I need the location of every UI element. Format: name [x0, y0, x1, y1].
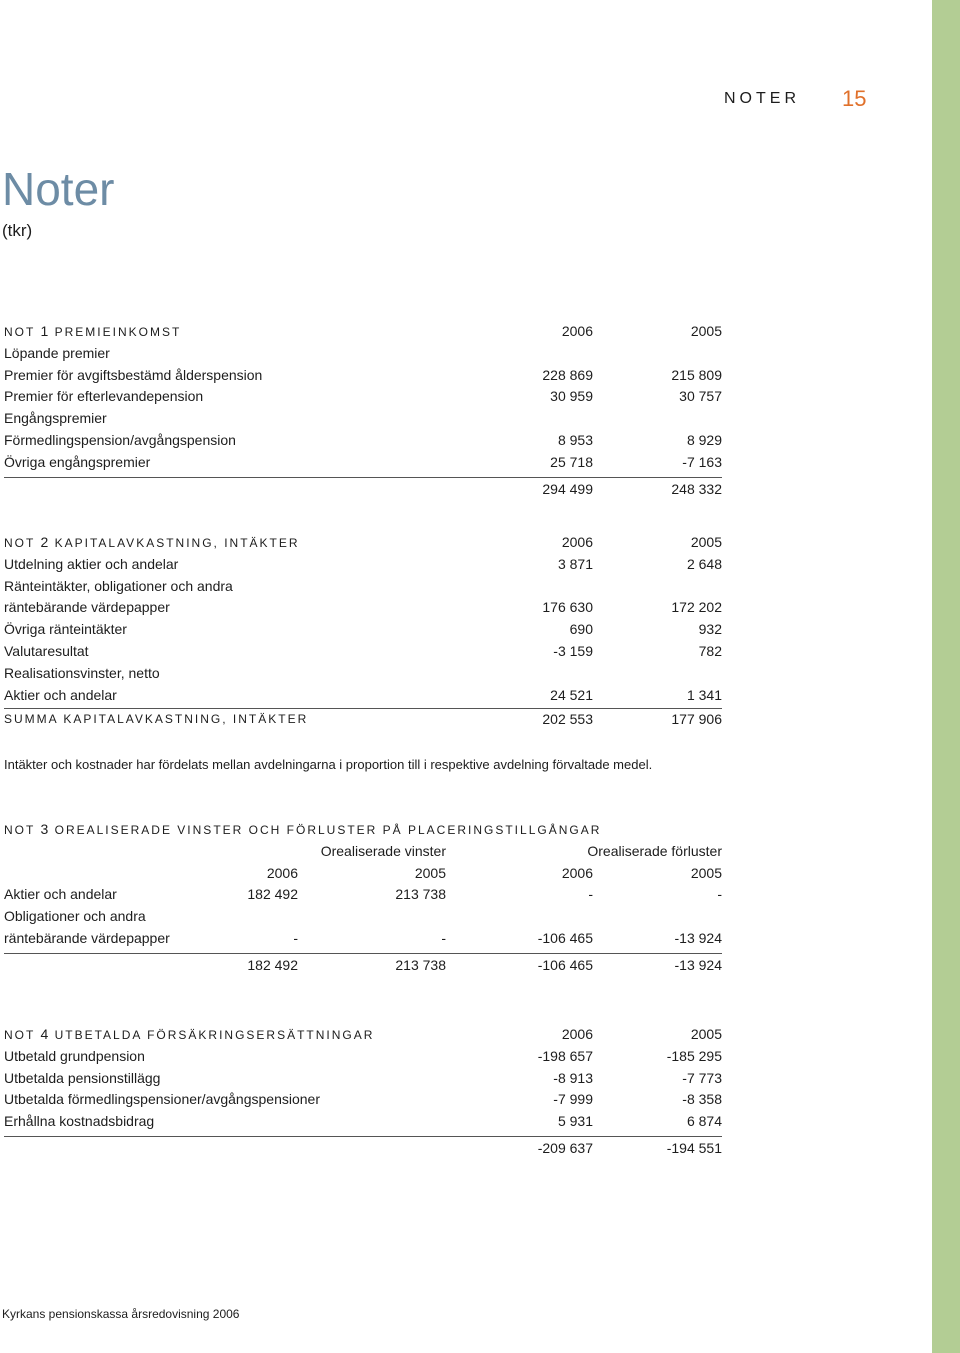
- row-label: Löpande premier: [4, 344, 110, 361]
- col-year-2006: 2006: [561, 1026, 593, 1042]
- row-label: Aktier och andelar: [4, 686, 117, 703]
- row-label: Utbetalda pensionstillägg: [4, 1069, 161, 1086]
- col-year-2005: 2005: [690, 534, 722, 550]
- value-2006: 30 959: [550, 388, 593, 405]
- table-row: [4, 408, 722, 430]
- year-header: 2005: [690, 864, 722, 881]
- value-2005: -8 358: [682, 1091, 722, 1108]
- table-row: [4, 685, 722, 707]
- group-header-row: [4, 841, 722, 863]
- total-value: 213 738: [395, 956, 446, 973]
- note-heading: NOT 3 OREALISERADE VINSTER OCH FÖRLUSTER PÅ PLACERINGSTILLGÅNGAR: [4, 821, 602, 837]
- note-heading-row: [4, 321, 722, 343]
- value-2006: -198 657: [537, 1047, 593, 1064]
- note-3: [4, 819, 722, 977]
- total-value: 182 492: [247, 956, 298, 973]
- value-2006: 24 521: [550, 686, 593, 703]
- year-header: 2006: [266, 864, 298, 881]
- cell-value: -106 465: [537, 929, 593, 946]
- total-row: [4, 709, 722, 731]
- note-1: [4, 321, 722, 500]
- table-row: [4, 452, 722, 474]
- cell-value: 182 492: [247, 886, 298, 903]
- note-heading: NOT 4 UTBETALDA FÖRSÄKRINGSERSÄTTNINGAR: [4, 1026, 375, 1042]
- total-2005: 177 906: [671, 711, 722, 728]
- year-header: 2006: [561, 864, 593, 881]
- value-2005: 1 341: [686, 686, 722, 703]
- group-unrealized-gains: Orealiserade vinster: [320, 842, 446, 859]
- value-2005: 932: [698, 621, 722, 638]
- value-2006: 25 718: [550, 453, 593, 470]
- row-label: Utbetald grundpension: [4, 1047, 145, 1064]
- row-label: Utdelning aktier och andelar: [4, 555, 179, 572]
- row-label: räntebärande värdepapper: [4, 599, 170, 616]
- note-heading-row: [4, 532, 722, 554]
- group-unrealized-losses: Orealiserade förluster: [587, 842, 722, 859]
- col-year-2006: 2006: [561, 323, 593, 339]
- year-header-row: [4, 863, 722, 885]
- row-label: Obligationer och andra: [4, 908, 146, 925]
- value-2006: -8 913: [553, 1069, 593, 1086]
- section-label: NOTER: [724, 90, 800, 107]
- table-row: [4, 619, 722, 641]
- total-2005: 248 332: [671, 480, 722, 497]
- total-2006: -209 637: [537, 1139, 593, 1156]
- cell-value: 213 738: [395, 886, 446, 903]
- table-row: [4, 597, 722, 619]
- note-heading: NOT 1 PREMIEINKOMST: [4, 323, 182, 339]
- col-year-2005: 2005: [690, 1026, 722, 1042]
- value-2006: -3 159: [553, 642, 593, 659]
- col-year-2005: 2005: [690, 323, 722, 339]
- row-label: Valutaresultat: [4, 642, 89, 659]
- total-row: [4, 479, 722, 501]
- table-row: [4, 1068, 722, 1090]
- row-label: Övriga ränteintäkter: [4, 621, 127, 638]
- total-value: -13 924: [674, 956, 722, 973]
- value-2006: 228 869: [542, 366, 593, 383]
- row-label: Erhållna kostnadsbidrag: [4, 1113, 155, 1130]
- page-footer: Kyrkans pensionskassa årsredovisning 2006: [2, 1307, 240, 1321]
- value-2006: 3 871: [557, 555, 593, 572]
- table-row: [4, 554, 722, 576]
- row-label: Övriga engångspremier: [4, 453, 151, 470]
- value-2005: 6 874: [686, 1113, 722, 1130]
- table-row: [4, 906, 722, 928]
- page-number: 15: [842, 86, 867, 111]
- total-2006: 294 499: [542, 480, 593, 497]
- table-row: [4, 928, 722, 950]
- total-row: [4, 955, 722, 977]
- cell-value: -: [293, 929, 298, 946]
- value-2005: 172 202: [671, 599, 722, 616]
- cell-value: -13 924: [674, 929, 722, 946]
- table-row: [4, 641, 722, 663]
- total-rule: [4, 1136, 722, 1137]
- row-label: räntebärande värdepapper: [4, 929, 170, 946]
- table-row: [4, 1046, 722, 1068]
- value-2005: 215 809: [671, 366, 722, 383]
- year-header: 2005: [414, 864, 446, 881]
- row-label: Aktier och andelar: [4, 886, 117, 903]
- value-2005: -7 163: [682, 453, 722, 470]
- value-2006: 690: [569, 621, 593, 638]
- page-title: Noter: [2, 163, 115, 215]
- row-label: Premier för avgiftsbestämd ålderspension: [4, 366, 263, 383]
- value-2005: 30 757: [679, 388, 722, 405]
- total-value: -106 465: [537, 956, 593, 973]
- note-4: [4, 1024, 722, 1160]
- col-year-2006: 2006: [561, 534, 593, 550]
- value-2006: -7 999: [553, 1091, 593, 1108]
- note-2: [4, 532, 722, 731]
- value-2006: 176 630: [542, 599, 593, 616]
- row-label: Ränteintäkter, obligationer och andra: [4, 577, 233, 594]
- table-row: [4, 386, 722, 408]
- total-2006: 202 553: [542, 711, 593, 728]
- row-label: Förmedlingspension/avgångspension: [4, 431, 236, 448]
- total-label: SUMMA KAPITALAVKASTNING, INTÄKTER: [4, 712, 309, 727]
- table-row: [4, 576, 722, 598]
- table-row: [4, 430, 722, 452]
- table-row: [4, 663, 722, 685]
- table-row: [4, 343, 722, 365]
- value-2006: 8 953: [557, 431, 593, 448]
- table-row: [4, 1111, 722, 1133]
- value-2005: -185 295: [666, 1047, 722, 1064]
- total-row: [4, 1138, 722, 1160]
- total-2005: -194 551: [666, 1139, 722, 1156]
- note-heading-row: [4, 819, 722, 841]
- value-2005: 8 929: [686, 431, 722, 448]
- footnote: Intäkter och kostnader har fördelats mellan avdelningarna i proportion till i respektive avdelning förvaltade medel.: [4, 757, 653, 772]
- total-rule: [4, 477, 722, 478]
- table-row: [4, 1089, 722, 1111]
- value-2006: 5 931: [557, 1113, 593, 1130]
- row-label: Engångspremier: [4, 410, 107, 427]
- value-2005: -7 773: [682, 1069, 722, 1086]
- cell-value: -: [717, 886, 722, 903]
- row-label: Premier för efterlevandepension: [4, 388, 204, 405]
- cell-value: -: [441, 929, 446, 946]
- row-label: Utbetalda förmedlingspensioner/avgångspensioner: [4, 1091, 320, 1108]
- row-label: Realisationsvinster, netto: [4, 664, 160, 681]
- unit-note: (tkr): [2, 221, 33, 240]
- value-2005: 782: [698, 642, 722, 659]
- cell-value: -: [588, 886, 593, 903]
- note-heading-row: [4, 1024, 722, 1046]
- side-color-strip: [932, 0, 960, 1353]
- page-header: [724, 86, 867, 116]
- table-row: [4, 365, 722, 387]
- total-rule: [4, 953, 722, 954]
- value-2005: 2 648: [686, 555, 722, 572]
- table-row: [4, 884, 722, 906]
- note-heading: NOT 2 KAPITALAVKASTNING, INTÄKTER: [4, 534, 300, 550]
